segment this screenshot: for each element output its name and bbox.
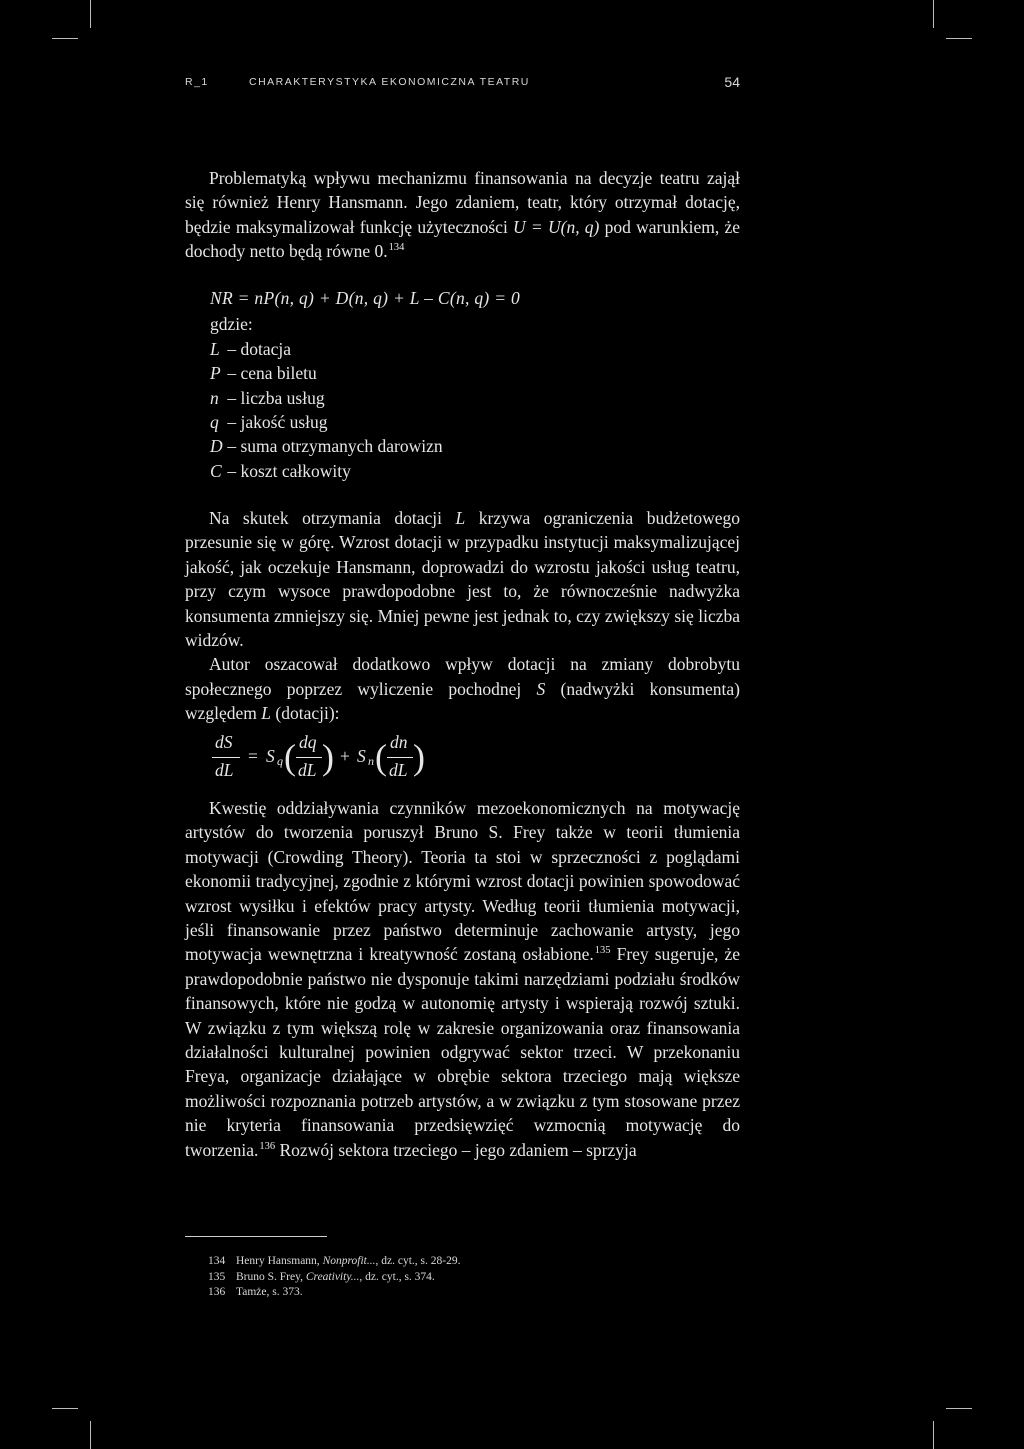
section-label: R_1 (185, 76, 209, 88)
footnote-item: 135 Bruno S. Frey, Creativity..., dz. cyt., s. 374. (208, 1270, 435, 1283)
footnote-item: 134 Henry Hansmann, Nonprofit..., dz. cyt., s. 28-29. (208, 1255, 461, 1267)
paragraph-3: Autor oszacował dodatkowo wpływ dotacji na zmiany dobrobytu społecznego poprzez wyliczenie pochodnej S (nadwyżki konsumenta) względem L (dotacji): (185, 654, 740, 724)
footnote-ref-135[interactable]: 135 (594, 945, 611, 957)
footnote-ref-134[interactable]: 134 (388, 242, 405, 254)
derivative-formula: dS dL = S q ( dq dL ) + S n ( dn dL ) (212, 732, 472, 782)
crop-mark-top-left-h (52, 38, 78, 39)
definition-item: L – dotacja (210, 338, 292, 359)
footnote-divider (185, 1236, 327, 1237)
definitions-block (210, 286, 730, 483)
definition-item: q – jakość usług (210, 412, 328, 433)
crop-mark-bottom-left-h (52, 1408, 78, 1409)
footnotes (208, 1254, 708, 1301)
where-label: gdzie: (210, 314, 253, 335)
definition-item: P – cena biletu (210, 363, 317, 384)
chapter-title: CHARAKTERYSTYKA EKONOMICZNA TEATRU (249, 76, 530, 88)
net-revenue-equation: NR = nP(n, q) + D(n, q) + L – C(n, q) = 0 (210, 288, 521, 308)
para1-text-b: pod warunkiem, że dochody netto będą równe 0. (185, 216, 740, 262)
paragraph-1 (185, 166, 740, 264)
utility-function: U = U(n, q) (513, 216, 600, 237)
crop-mark-bottom-right (933, 1421, 934, 1449)
paragraph-4: Kwestię oddziaływania czynników mezoekonomicznych na motywację artystów do tworzenia poruszył Bruno S. Frey także w teorii tłumienia motywacji (Crowding Theory). Teoria ta stoi w sprzeczności z poglądami ekonomii tradycyjnej, zgodnie z którymi wzrost dotacji powinien spowodować wzrost wysiłku i efektów pracy artysty. Według teorii tłumienia motywacji, jeśli finansowanie przez państwo determinuje zachowanie artysty, jego motywacja wewnętrzna i kreatywność zostaną osłabione.$^{135}$ Frey sugeruje, że prawdopodobnie państwo nie dysponuje takimi narzędziami podziału środków finansowych, które nie godzą w autonomię artysty i wspierają rozwój sztuki. W związku z tym większą rolę w zakresie organizowania oraz finansowania działalności kulturalnej powinien odgrywać sektor trzeci. W przekonaniu Freya, organizacje działające w obrębie sektora trzeciego mają większe możliwości rozpoznania potrzeb artystów, a w związku z tym stosowane przez nie kryteria finansowania przedsięwzięć wzmocnią motywację do tworzenia.$^{136}$ Rozwój sektora trzeciego – jego zdaniem – sprzyja (185, 798, 740, 1160)
footnote-ref-136[interactable]: 136 (259, 1140, 276, 1152)
crop-mark-top-right-h (946, 38, 972, 39)
crop-mark-bottom-left (90, 1421, 91, 1449)
crop-mark-bottom-right-h (946, 1408, 972, 1409)
page-number: 54 (724, 74, 740, 90)
crop-mark-top-left (90, 0, 91, 28)
definition-item: n – liczba usług (210, 387, 325, 408)
crop-mark-top-right (933, 0, 934, 28)
paragraph-2: Na skutek otrzymania dotacji L krzywa ograniczenia budżetowego przesunie się w górę. Wzrost dotacji w przypadku instytucji maksymalizującej jakość, jak oczekuje Hansmann, doprowadzi do wzrostu jakości usług teatru, przy czym wysoce prawdopodobne jest to, że równocześnie nadwyżka konsumenta zmniejszy się. Mniej pewne jest jednak to, czy zwiększy się liczba widzów. Autor oszacował dodatkowo wpływ dotacji na zmiany dobrobytu społecznego poprzez wyliczenie pochodnej S (nadwyżki konsumenta) względem L (dotacji): (185, 506, 740, 726)
footnote-item: 136 Tamże, s. 373. (208, 1286, 303, 1298)
para1-text-a: Problematyką wpływu mechanizmu finansowania na decyzje teatru zajął się również Henry Hansmann. Jego zdaniem, teatr, który otrzymał dotację, będzie maksymalizował funkcję użyteczności (185, 168, 740, 237)
definition-item: D – suma otrzymanych darowizn (210, 436, 443, 457)
definition-item: C – koszt całkowity (210, 460, 351, 481)
